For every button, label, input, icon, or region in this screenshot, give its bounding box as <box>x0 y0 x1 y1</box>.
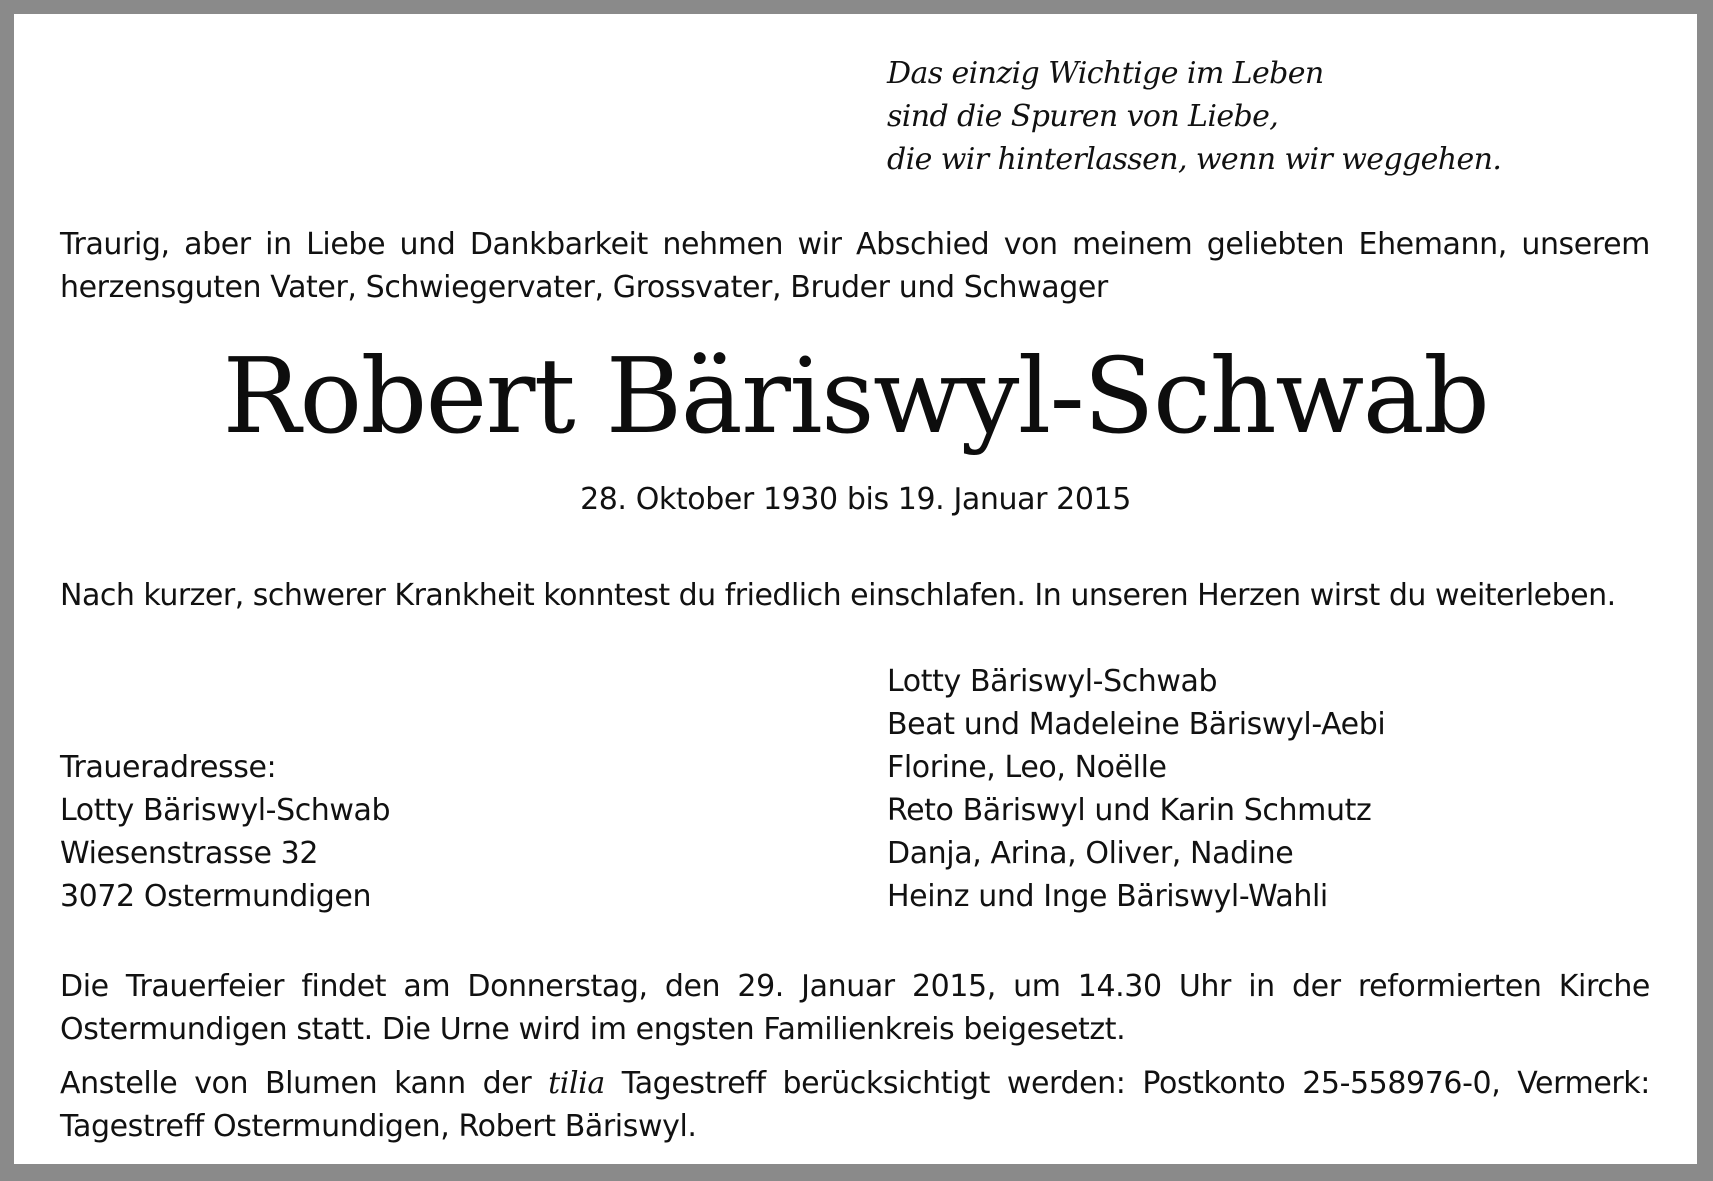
life-dates: 28. Oktober 1930 bis 19. Januar 2015 <box>580 482 1131 517</box>
address-city: 3072 Ostermundigen <box>60 879 372 914</box>
mourner-entry: Lotty Bäriswyl-Schwab <box>887 664 1218 699</box>
address-street: Wiesenstrasse 32 <box>60 836 319 871</box>
motto-line-1: Das einzig Wichtige im Leben <box>887 56 1324 91</box>
mourning-address <box>60 746 390 918</box>
donation-italic-name: tilia <box>548 1066 605 1101</box>
mourner-entry: Beat und Madeleine Bäriswyl-Aebi <box>887 707 1386 742</box>
donation-line-1 <box>60 1062 1650 1105</box>
donation-line-2: Tagestreff Ostermundigen, Robert Bäriswyl. <box>60 1109 697 1144</box>
comfort-text: Nach kurzer, schwerer Krankheit konntest du friedlich einschlafen. In unseren Herzen wirst du weiterleben. <box>60 578 1616 613</box>
address-name: Lotty Bäriswyl-Schwab <box>60 793 391 828</box>
mourner-entry: Florine, Leo, Noëlle <box>887 750 1167 785</box>
motto-line-2: sind die Spuren von Liebe, <box>887 99 1279 134</box>
donation-text-before: Anstelle von Blumen kann der <box>60 1066 549 1101</box>
motto-line-3: die wir hinterlassen, wenn wir weggehen. <box>887 142 1502 177</box>
intro-line-2: herzensguten Vater, Schwiegervater, Grossvater, Bruder und Schwager <box>60 270 1108 305</box>
mourner-entry: Heinz und Inge Bäriswyl-Wahli <box>887 879 1328 914</box>
mourner-entry: Reto Bäriswyl und Karin Schmutz <box>887 793 1372 828</box>
obituary-notice <box>14 14 1697 1164</box>
ceremony-line-1: Die Trauerfeier findet am Donnerstag, den 29. Januar 2015, um 14.30 Uhr in der reformierten Kirche <box>60 969 1650 1004</box>
mourner-entry: Danja, Arina, Oliver, Nadine <box>887 836 1294 871</box>
address-label: Traueradresse: <box>60 750 277 785</box>
motto-quote <box>887 52 1501 181</box>
deceased-name: Robert Bäriswyl-Schwab <box>222 335 1489 457</box>
ceremony-line-2: Ostermundigen statt. Die Urne wird im engsten Familienkreis beigesetzt. <box>60 1012 1126 1047</box>
intro-paragraph <box>60 223 1650 309</box>
donation-text-after: Tagestreff berücksichtigt werden: Postkonto 25-558976-0, Vermerk: <box>604 1066 1650 1101</box>
mourners-list <box>887 660 1385 918</box>
intro-line-1: Traurig, aber in Liebe und Dankbarkeit nehmen wir Abschied von meinem geliebten Ehemann, unserem <box>60 227 1650 262</box>
donation-paragraph <box>60 1062 1650 1148</box>
ceremony-paragraph <box>60 965 1650 1051</box>
